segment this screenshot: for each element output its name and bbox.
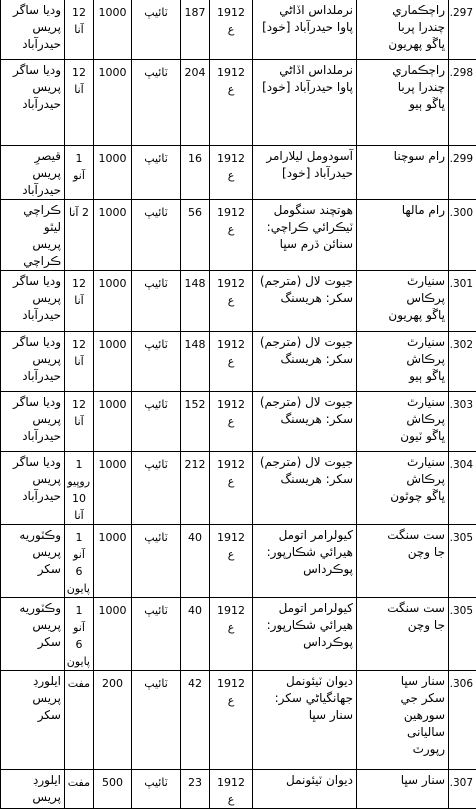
book-title: رام مالھا [357, 200, 449, 271]
price: 12 آنا [65, 271, 94, 332]
book-title: راڄڪماري چندرا پربا ڀاڱو ٻيو [357, 60, 449, 146]
table-row [1, 452, 476, 525]
price: 1 آنو 6 پايون [65, 525, 94, 598]
copies: 1000 [94, 598, 132, 671]
copies: 1000 [94, 525, 132, 598]
price: 12 آنا [65, 0, 94, 60]
book-title: سنار سڀا سکر جي سورھين ساليانی رپورٽ [357, 671, 449, 770]
price: 1 آنو 6 پايون [65, 598, 94, 671]
author-publisher: کيولرامر اتومل ھيرائي شڪارپور: پوڪرداس [253, 525, 357, 598]
table-row [1, 598, 476, 671]
page-count: 152 [181, 392, 210, 452]
year: 1912 ع [210, 671, 253, 770]
copies: 500 [94, 770, 132, 809]
page-count: 56 [181, 200, 210, 271]
author-publisher: ديوان ٽيئونمل [253, 770, 357, 809]
table-row [1, 525, 476, 598]
author-publisher: آسودومل ليلارامر حيدرآباد [خود] [253, 146, 357, 200]
book-title: سنيارٿ پرڪاش ڀاڱو چوٿون [357, 452, 449, 525]
price: 2 آنا [65, 200, 94, 271]
year: 1912 ع [210, 200, 253, 271]
entry-number: 306. [449, 671, 476, 770]
year: 1912 ع [210, 60, 253, 146]
print-type: ٽائيپ [132, 671, 181, 770]
copies: 1000 [94, 452, 132, 525]
entry-number: 301. [449, 271, 476, 332]
print-type: ٽائيپ [132, 770, 181, 809]
entry-number: 299. [449, 146, 476, 200]
book-title: سنيارٿ پرڪاس ڀاڱو پھريون [357, 271, 449, 332]
press: وڪٽوريه پريس سکر [1, 598, 65, 671]
author-publisher: جيوت لال (مترجم) سکر: ھريسنگ [253, 392, 357, 452]
author-publisher: ھوتچند سنگومل ٽيڪرائي ڪراچي: سنائن ڌرم سڀا [253, 200, 357, 271]
press: وديا ساگر پريس حيدرآباد [1, 271, 65, 332]
table-row [1, 770, 476, 809]
copies: 1000 [94, 200, 132, 271]
print-type: ٽائيپ [132, 452, 181, 525]
page-count: 148 [181, 332, 210, 392]
print-type: ٽائيپ [132, 0, 181, 60]
press: وديا ساگر پريس حيدرآباد [1, 452, 65, 525]
year: 1912 ع [210, 332, 253, 392]
year: 1912 ع [210, 146, 253, 200]
print-type: ٽائيپ [132, 146, 181, 200]
table-row [1, 671, 476, 770]
book-title: سنار سڀا [357, 770, 449, 809]
year: 1912 ع [210, 452, 253, 525]
entry-number: 305. [449, 525, 476, 598]
entry-number: 307. [449, 770, 476, 809]
entry-number: 303. [449, 392, 476, 452]
print-type: ٽائيپ [132, 392, 181, 452]
entry-number: 297. [449, 0, 476, 60]
book-title: سنيارٿ پرڪاش ڀاڱو ٽيون [357, 392, 449, 452]
print-type: ٽائيپ [132, 598, 181, 671]
book-title: ست سنگت جا وچن [357, 598, 449, 671]
author-publisher: نرملداس اڏاڻي پاوا حيدرآباد [خود] [253, 0, 357, 60]
page-count: 148 [181, 271, 210, 332]
copies: 1000 [94, 60, 132, 146]
page-count: 187 [181, 0, 210, 60]
table-row [1, 200, 476, 271]
entry-number: 300. [449, 200, 476, 271]
table-row [1, 332, 476, 392]
press: وديا ساگر پريس حيدرآباد [1, 60, 65, 146]
price: مفت [65, 671, 94, 770]
price: 12 آنا [65, 332, 94, 392]
press: ايلورڊ پريس سکر [1, 671, 65, 770]
author-publisher: ديوان ٽيئونمل جھانگياڻي سکر: سنار سڀا [253, 671, 357, 770]
copies: 1000 [94, 146, 132, 200]
page-count: 16 [181, 146, 210, 200]
table-row [1, 392, 476, 452]
copies: 1000 [94, 392, 132, 452]
copies: 1000 [94, 0, 132, 60]
entry-number: 304. [449, 452, 476, 525]
page-count: 23 [181, 770, 210, 809]
page-count: 204 [181, 60, 210, 146]
table-row [1, 0, 476, 60]
year: 1912 ع [210, 271, 253, 332]
page-count: 42 [181, 671, 210, 770]
table-row [1, 60, 476, 146]
copies: 1000 [94, 332, 132, 392]
author-publisher: جيوت لال (مترجم) سکر: ھريسنگ [253, 271, 357, 332]
table-row [1, 271, 476, 332]
table-row [1, 146, 476, 200]
press: قيصرِ پريس حيدرآباد [1, 146, 65, 200]
year: 1912 ع [210, 598, 253, 671]
book-title: سنيارٿ پرڪاش ڀاڱو ٻيو [357, 332, 449, 392]
entry-number: 305. [449, 598, 476, 671]
press: وديا ساگر پريس حيدرآباد [1, 392, 65, 452]
price: 1 آنو [65, 146, 94, 200]
book-title: راڄڪماري چندرا پربا ڀاڱو پھريون [357, 0, 449, 60]
year: 1912 ع [210, 392, 253, 452]
author-publisher: جيوت لال (مترجم) سکر: ھريسنگ [253, 452, 357, 525]
price: مفت [65, 770, 94, 809]
author-publisher: جيوت لال (مترجم) سکر: ھريسنگ [253, 332, 357, 392]
page-count: 40 [181, 525, 210, 598]
print-type: ٽائيپ [132, 332, 181, 392]
book-title: رام سوچنا [357, 146, 449, 200]
entry-number: 302. [449, 332, 476, 392]
year: 1912 ع [210, 525, 253, 598]
press: وديا ساگر پريس حيدرآباد [1, 332, 65, 392]
author-publisher: کيولرامر اتومل ھيرائي شڪارپور: پوڪرداس [253, 598, 357, 671]
year: 1912 ع [210, 770, 253, 809]
press: ايلورڊ پريس [1, 770, 65, 809]
author-publisher: نرملداس اڏاڻي پاوا حيدرآباد [خود] [253, 60, 357, 146]
print-type: ٽائيپ [132, 60, 181, 146]
copies: 1000 [94, 271, 132, 332]
price: 1 روپيو 10 آنا [65, 452, 94, 525]
press: وديا ساگر پريس حيدرآباد [1, 0, 65, 60]
price: 12 آنا [65, 392, 94, 452]
copies: 200 [94, 671, 132, 770]
press: ڪراچي ليٿو پريس ڪراچي [1, 200, 65, 271]
book-title: ست سنگت جا وچن [357, 525, 449, 598]
year: 1912 ع [210, 0, 253, 60]
price: 12 آنا [65, 60, 94, 146]
entry-number: 298. [449, 60, 476, 146]
page-count: 40 [181, 598, 210, 671]
print-type: ٽائيپ [132, 200, 181, 271]
page-count: 212 [181, 452, 210, 525]
table-body [1, 0, 476, 809]
press: وڪٽوريه پريس سکر [1, 525, 65, 598]
print-type: ٽائيپ [132, 525, 181, 598]
print-type: ٽائيپ [132, 271, 181, 332]
